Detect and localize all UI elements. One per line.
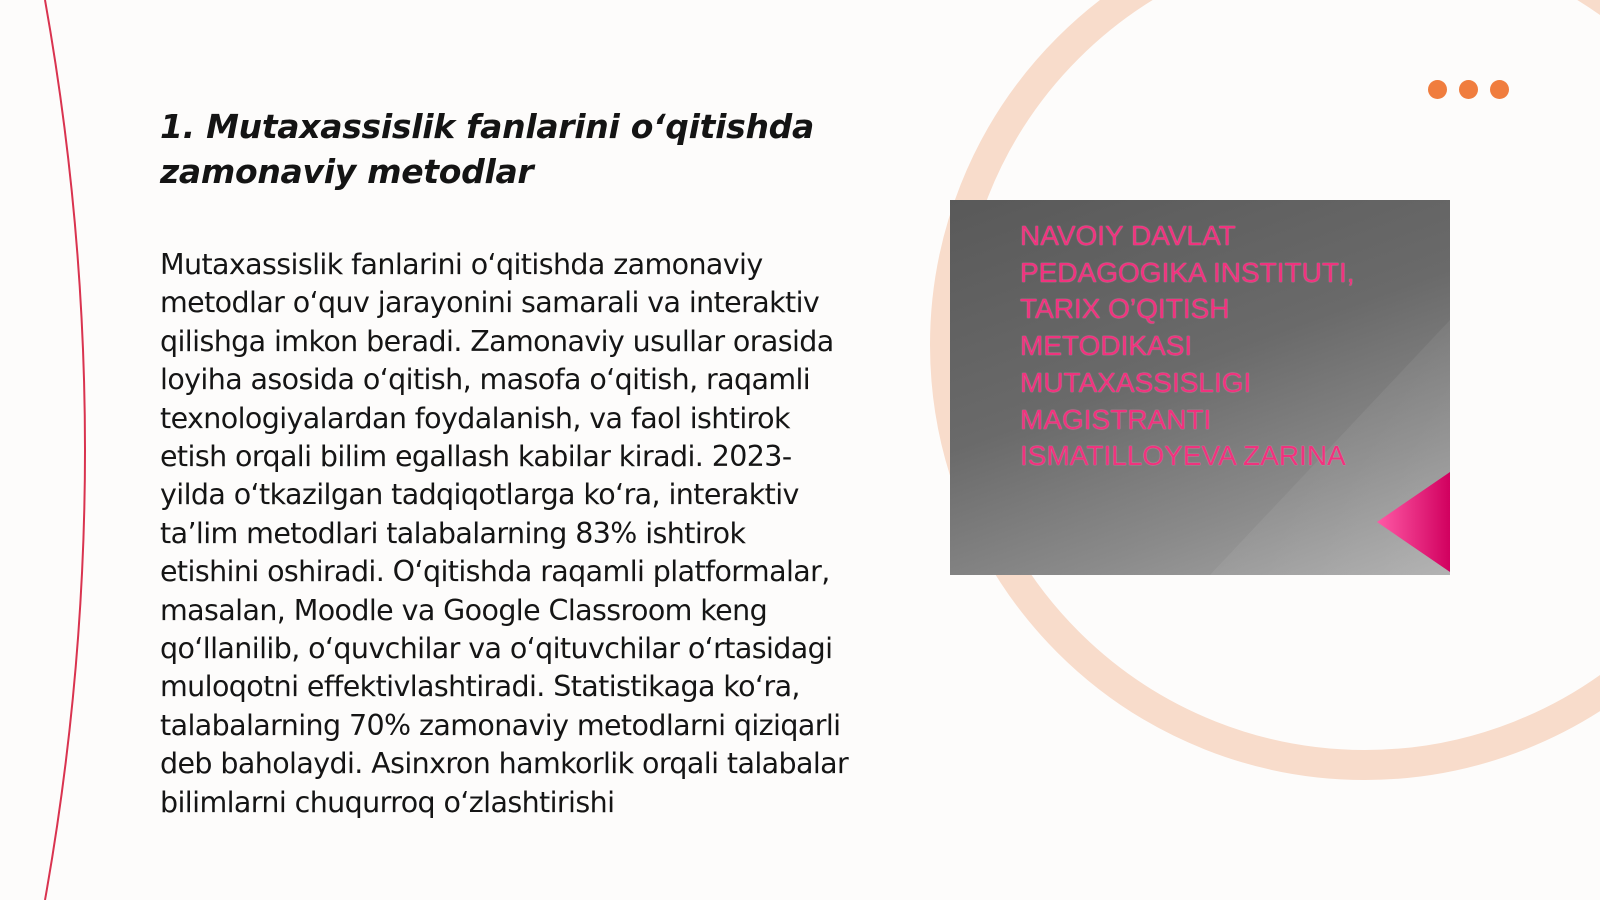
card-caption: NAVOIY DAVLAT PEDAGOGIKA INSTITUTI, TARIX O’QITISH METODIKASI MUTAXASSISLIGI MAGISTRANTI ISMATILLOYEVA ZARINA bbox=[1020, 220, 1355, 472]
dot-icon bbox=[1459, 80, 1478, 99]
dot-icon bbox=[1490, 80, 1509, 99]
decorative-curve-line bbox=[45, 0, 85, 900]
dot-icon bbox=[1428, 80, 1447, 99]
slide-title: 1. Mutaxassislik fanlarini o‘qitishda zamonaviy metodlar bbox=[160, 107, 814, 191]
three-dots-icon[interactable] bbox=[1428, 80, 1509, 99]
title-slide-image bbox=[950, 200, 1450, 575]
slide-body-text: Mutaxassislik fanlarini o‘qitishda zamonaviy metodlar o‘quv jarayonini samarali va interaktiv qilishga imkon beradi. Zamonaviy usullar orasida loyiha asosida o‘qitish, masofa o‘qitish, raqamli texnologiyalardan foydalanish, va faol ishtirok etish orqali bilim egallash kabilar kiradi. 2023-yilda o‘tkazilgan tadqiqotlarga ko‘ra, interaktiv ta’lim metodlari talabalarning 83% ishtirok etishini oshiradi. O‘qitishda raqamli platformalar, masalan, Moodle va Google Classroom keng qo‘llanilib, o‘quvchilar va o‘qituvchilar o‘rtasidagi muloqotni effektivlashtiradi. Statistikaga ko‘ra, talabalarning 70% zamonaviy metodlarni qiziqarli deb baholaydi. Asinxron hamkorlik orqali talabalar bilimlarni chuqurroq o‘zlashtirishi bbox=[160, 248, 849, 819]
